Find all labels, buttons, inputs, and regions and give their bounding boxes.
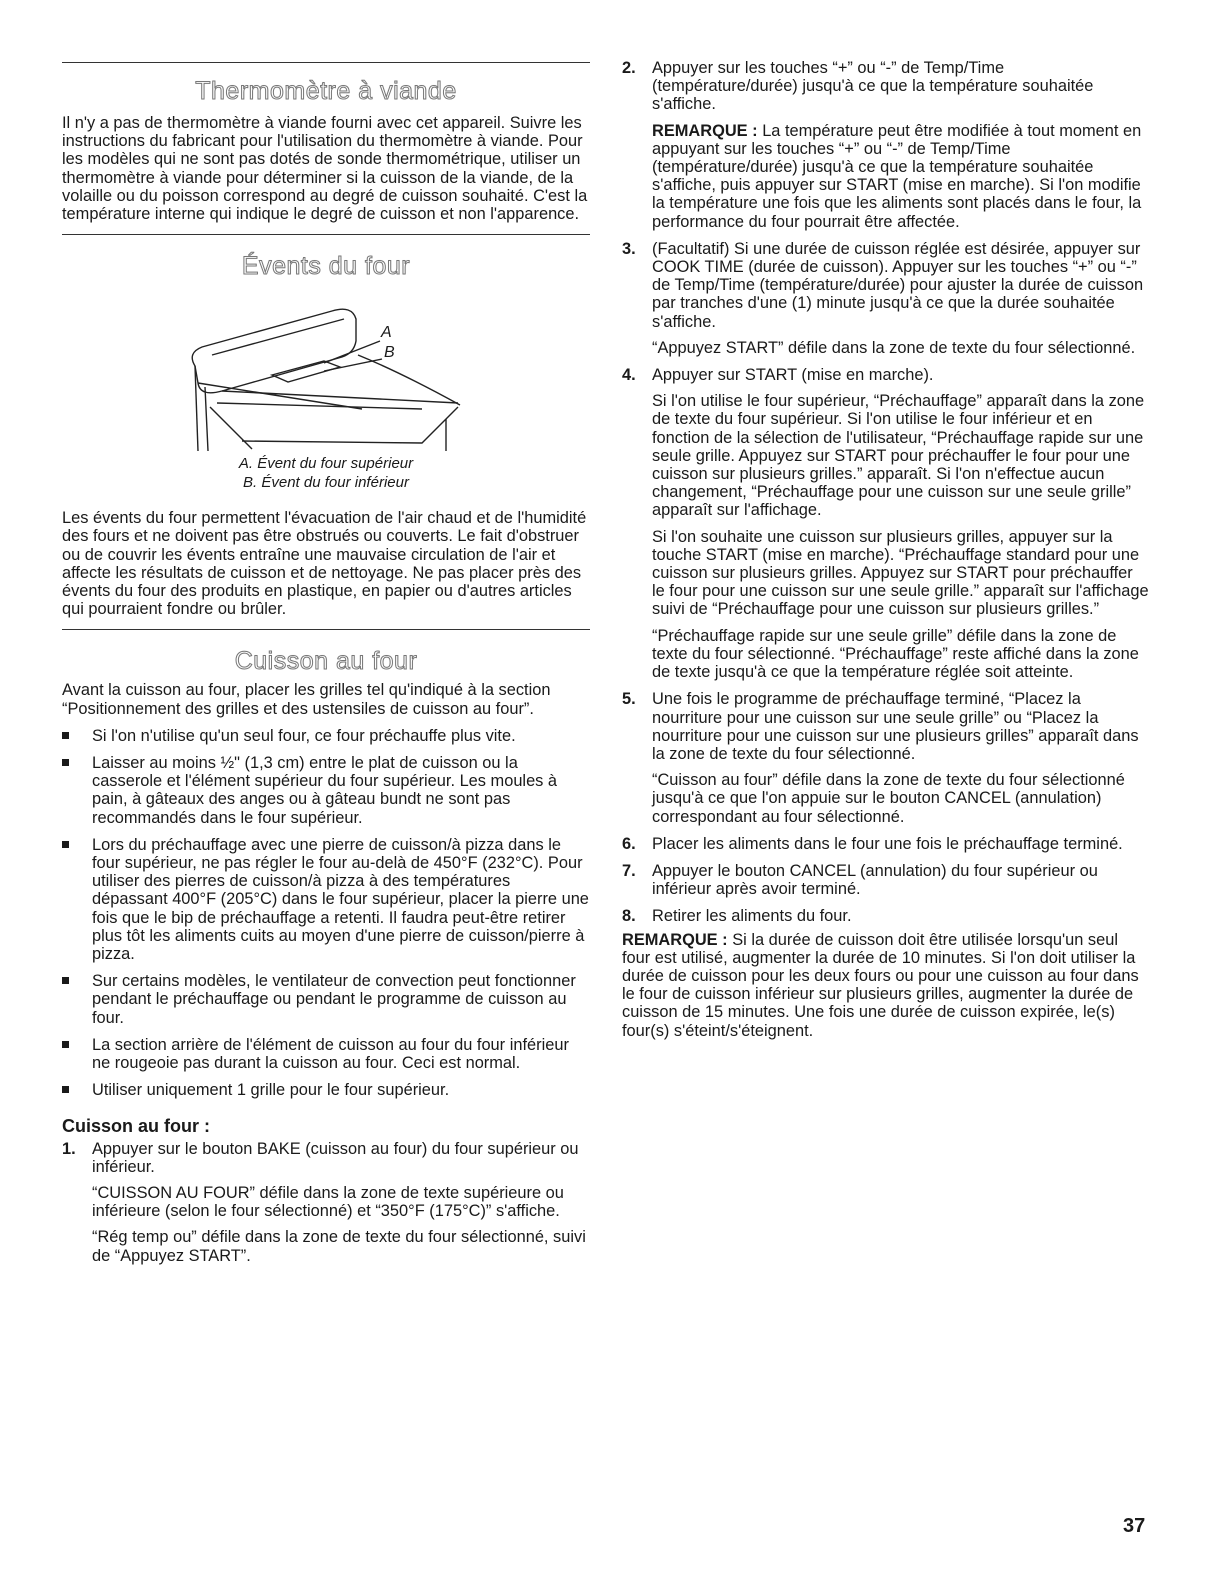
step-text: “Préchauffage rapide sur une seule grille” défile dans la zone de texte du four sélectionné. “Préchauffage” reste affiché dans la zone de texte jusqu'à ce que la température réglée soit atteinte. <box>652 626 1139 682</box>
step-text: “Rég temp ou” défile dans la zone de texte du four sélectionné, suivi de “Appuyez START”. <box>92 1228 586 1265</box>
section-divider <box>62 234 590 235</box>
step-text: Appuyer sur START (mise en marche). <box>652 366 934 385</box>
section-divider <box>62 629 590 630</box>
oven-vents-illustration <box>62 291 590 456</box>
bullet-square-icon <box>62 1086 69 1093</box>
step-number: 7. <box>622 861 636 880</box>
right-column <box>622 59 1150 1040</box>
section-divider <box>62 62 590 63</box>
step-text: “Cuisson au four” défile dans la zone de texte du four sélectionné jusqu'à ce que l'on appuie sur le bouton CANCEL (annulation) correspondant au four sélectionné. <box>652 771 1125 826</box>
step-item <box>622 366 1150 681</box>
step-text: (Facultatif) Si une durée de cuisson réglée est désirée, appuyer sur COOK TIME (durée de cuisson). Appuyer sur les touches “+” ou “-” de Temp/Time (température/durée) pour ajuster la durée de cuisson par tranches d'une (1) minute jusqu'à ce que la durée souhaitée s'affiche. <box>652 239 1144 331</box>
step-text: Si l'on souhaite une cuisson sur plusieurs grilles, appuyer sur la touche START (mise en marche). “Préchauffage standard pour une cuisson sur plusieurs grilles. Appuyez sur START pour préchauffer le four pour une cuisson sur une seule grille.” apparaît sur l'affichage suivi de “Préchauffage pour une cuisson sur plusieurs grilles.” <box>652 527 1149 619</box>
step-text: Appuyer le bouton CANCEL (annulation) du four supérieur ou inférieur après avoir terminé. <box>652 861 1098 899</box>
final-note: REMARQUE : Si la durée de cuisson doit être utilisée lorsqu'un seul four est utilisé, augmenter la durée de 10 minutes. Si l'on doit utiliser la durée de cuisson pour les deux fours ou pour une cuisson au four dans le four de cuisson inférieur sur plusieurs grilles, augmenter la durée de cuisson de 15 minutes. Une fois une durée de cuisson expirée, le(s) four(s) s'éteint/s'éteignent. <box>622 930 1139 1040</box>
baking-heading: Cuisson au four <box>234 647 418 676</box>
step-number: 5. <box>622 690 636 709</box>
meat-thermometer-heading: Thermomètre à viande <box>195 77 457 105</box>
step-text: Placer les aliments dans le four une fois le préchauffage terminé. <box>652 834 1123 853</box>
left-column <box>62 0 590 1265</box>
step-text: “Appuyez START” défile dans la zone de texte du four sélectionné. <box>652 338 1136 357</box>
baking-subheading: Cuisson au four : <box>62 1115 210 1136</box>
step-text: Une fois le programme de préchauffage terminé, “Placez la nourriture pour une cuisson sur une seule grille” ou “Placez la nourriture pour une cuisson sur une plusieurs grilles” apparaît dans la zone de texte du four sélectionné. <box>652 690 1139 763</box>
step-item <box>622 240 1150 357</box>
meat-thermometer-text: Il n'y a pas de thermomètre à viande fourni avec cet appareil. Suivre les instructions du fabricant pour l'utilisation du thermomètre à viande. Pour les modèles qui ne sont pas dotés de sonde thermométrique, utiliser un thermomètre à viande pour déterminer si la cuisson de la viande, de la volaille ou du poisson correspond au degré de cuisson souhaité. C'est la température interne qui indique le degré de cuisson et non l'apparence. <box>62 114 588 224</box>
figure-label-b: B <box>384 344 395 362</box>
step-number: 2. <box>622 59 636 77</box>
list-item: Laisser au moins ½" (1,3 cm) entre le plat de cuisson ou la casserole et l'élément supérieur du four supérieur. Les moules à pain, à gâteaux des anges ou à gâteau bundt ne sont pas recommandés dans le four supérieur. <box>62 754 590 827</box>
oven-vents-text: Les évents du four permettent l'évacuation de l'air chaud et de l'humidité des fours et ne doivent pas être obstrués ou couverts. Le fait d'obstruer ou de couvrir les évents entraîne une mauvaise circulation de l'air et affecte les résultats de cuisson et de nettoyage. Ne pas placer près des évents du four des produits en plastique, en papier ou d'autres articles qui pourraient fondre ou brûler. <box>62 509 587 619</box>
step-number: 1. <box>62 1139 76 1158</box>
step-number: 8. <box>622 907 636 926</box>
step-item <box>622 862 1150 898</box>
step-text: Retirer les aliments du four. <box>652 907 852 926</box>
bullet-square-icon <box>62 759 69 766</box>
step-item <box>622 59 1150 231</box>
figure-caption-b: B. Évent du four inférieur <box>243 474 409 492</box>
oven-vents-heading: Évents du four <box>241 252 411 281</box>
step-item <box>622 690 1150 825</box>
bullet-square-icon <box>62 1041 69 1048</box>
list-item: Lors du préchauffage avec une pierre de cuisson/à pizza dans le four supérieur, ne pas régler le four au-delà de 450°F (232°C). Pour utiliser des pierres de cuisson/à pizza à des températures dépassant 400°F (205°C) dans le four supérieur, placer la pierre une fois que le bip de préchauffage a retenti. Il faudra peut-être retirer plus tôt les aliments cuits au moyen d'une pierre de cuisson/pierre à pizza. <box>62 836 590 963</box>
bullet-square-icon <box>62 732 69 739</box>
step-note: REMARQUE : La température peut être modifiée à tout moment en appuyant sur les touches “+” ou “-” de Temp/Time (température/durée) jusqu'à ce que la température souhaitée s'affiche, puis appuyer sur START (mise en marche). Si l'on modifie la température une fois que les aliments sont placés dans le four, la performance du four pourrait être affectée. <box>652 121 1142 231</box>
step-text: “CUISSON AU FOUR” défile dans la zone de texte supérieure ou inférieure (selon le four sélectionné) et “350°F (175°C)” s'affiche. <box>92 1183 564 1221</box>
list-item: Utiliser uniquement 1 grille pour le four supérieur. <box>62 1081 590 1099</box>
note-label: REMARQUE : <box>652 121 758 140</box>
step-number: 3. <box>622 239 636 258</box>
step-number: 6. <box>622 834 636 853</box>
figure-caption-a: A. Évent du four supérieur <box>238 455 414 473</box>
step-item <box>622 835 1150 853</box>
step-text: Appuyer sur les touches “+” ou “-” de Temp/Time (température/durée) jusqu'à ce que la température souhaitée s'affiche. <box>652 59 1094 114</box>
step-item <box>622 907 1150 925</box>
step-item <box>62 1140 590 1265</box>
list-item: Sur certains modèles, le ventilateur de convection peut fonctionner pendant le préchauffage ou pendant le programme de cuisson au four. <box>62 972 590 1027</box>
figure-label-a: A <box>381 324 392 342</box>
step-text: Si l'on utilise le four supérieur, “Préchauffage” apparaît dans la zone de texte du four supérieur. Si l'on utilise le four inférieur et en fonction de la sélection de l'utilisateur, “Préchauffage rapide sur une seule grille. Appuyez sur START pour préchauffer le four pour une cuisson sur plusieurs grilles.” apparaît. Si l'on n'effectue aucun changement, “Préchauffage pour une cuisson sur une seule grille” apparaît sur l'affichage. <box>652 392 1145 520</box>
bullet-square-icon <box>62 841 69 848</box>
step-number: 4. <box>622 366 636 385</box>
list-item: La section arrière de l'élément de cuisson au four du four inférieur ne rougeoie pas durant la cuisson au four. Ceci est normal. <box>62 1036 590 1072</box>
oven-vents-figure <box>62 291 590 456</box>
baking-bullet-list <box>62 727 590 1100</box>
list-item: Si l'on n'utilise qu'un seul four, ce four préchauffe plus vite. <box>62 727 590 745</box>
page-number: 37 <box>1123 1515 1146 1537</box>
step-text: Appuyer sur le bouton BAKE (cuisson au four) du four supérieur ou inférieur. <box>92 1139 579 1176</box>
note-label: REMARQUE : <box>622 930 728 949</box>
bullet-square-icon <box>62 977 69 984</box>
baking-intro: Avant la cuisson au four, placer les grilles tel qu'indiqué à la section “Positionnement des grilles et des ustensiles de cuisson au four”. <box>62 681 551 718</box>
